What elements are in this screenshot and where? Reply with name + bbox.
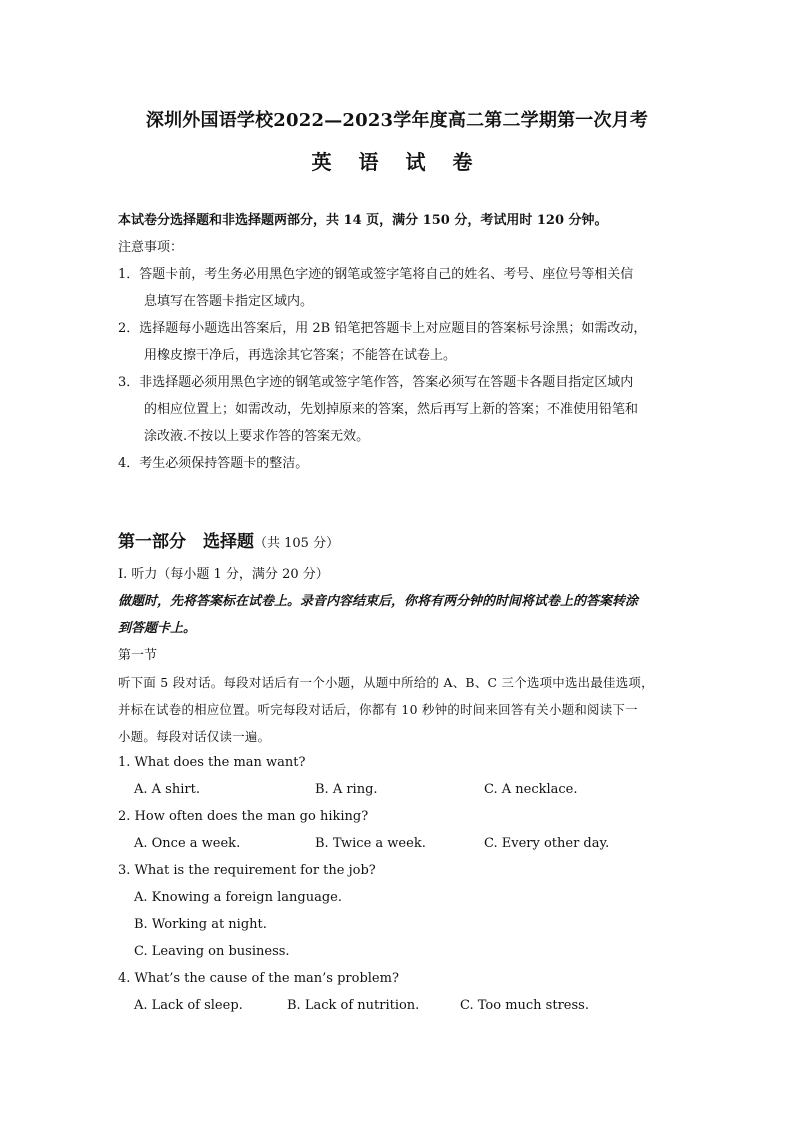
question-3-option-c: C. Leaving on business. — [134, 944, 290, 959]
question-1-option-a: A. A shirt. — [134, 782, 200, 797]
question-2-option-c: C. Every other day. — [484, 836, 610, 851]
exam-title: 深圳外国语学校2022—2023学年度高二第二学期第一次月考 — [145, 110, 649, 131]
exam-instructions — [118, 211, 688, 481]
part-one-title: 第一部分 选择题 — [118, 532, 254, 552]
part-one-heading — [118, 527, 339, 552]
listening-instruction-line-1: 做题时，先将答案标在试卷上。录音内容结束后，你将有两分钟的时间将试卷上的答案转涂 — [118, 594, 639, 609]
question-2-option-a: A. Once a week. — [134, 836, 241, 851]
question-2-option-b: B. Twice a week. — [315, 836, 426, 851]
subject-title: 英 语 试 卷 — [311, 150, 483, 174]
question-4-option-a: A. Lack of sleep. — [134, 998, 243, 1013]
listening-heading: I. 听力（每小题 1 分，满分 20 分） — [118, 567, 329, 582]
notice-item-1-line-1: 1．答题卡前，考生务必用黑色字迹的钢笔或签字笔将自己的姓名、考号、座位号等相关信 — [118, 267, 634, 282]
question-3-option-a: A. Knowing a foreign language. — [134, 890, 342, 905]
listening-section — [118, 565, 698, 754]
part-one-score-note: （共 105 分） — [254, 536, 340, 551]
exam-summary: 本试卷分选择题和非选择题两部分，共 14 页，满分 150 分，考试用时 120 分钟。 — [118, 213, 608, 228]
notice-label: 注意事项： — [118, 240, 184, 255]
section-one-label: 第一节 — [118, 648, 158, 663]
question-3-option-b: B. Working at night. — [134, 917, 267, 932]
question-1-option-b: B. A ring. — [315, 782, 378, 797]
notice-item-2-line-1: 2．选择题每小题选出答案后，用 2B 铅笔把答题卡上对应题目的答案标号涂黑；如需改动， — [118, 321, 647, 336]
directions-line-3: 小题。每段对话仅读一遍。 — [118, 729, 271, 744]
notice-item-1-line-2: 息填写在答题卡指定区域内。 — [144, 294, 314, 309]
directions-line-2: 并标在试卷的相应位置。听完每段对话后，你都有 10 秒钟的时间来回答有关小题和阅读下一 — [118, 702, 638, 717]
notice-item-4-line-1: 4．考生必须保持答题卡的整洁。 — [118, 456, 309, 471]
notice-item-3-line-1: 3．非选择题必须用黑色字迹的钢笔或签字笔作答，答案必须写在答题卡各题目指定区域内 — [118, 375, 634, 390]
question-4: 4. What’s the cause of the man’s problem? — [118, 971, 399, 986]
question-4-option-c: C. Too much stress. — [460, 998, 589, 1013]
directions-line-1: 听下面 5 段对话。每段对话后有一个小题，从题中所给的 A、B、C 三个选项中选出最佳选项， — [118, 675, 654, 690]
listening-instruction-line-2: 到答题卡上。 — [118, 621, 197, 636]
question-2: 2. How often does the man go hiking? — [118, 809, 369, 824]
question-3: 3. What is the requirement for the job? — [118, 863, 376, 878]
notice-item-2-line-2: 用橡皮擦干净后，再选涂其它答案；不能答在试卷上。 — [144, 348, 457, 363]
notice-item-3-line-3: 涂改液.不按以上要求作答的答案无效。 — [144, 429, 370, 444]
question-4-option-b: B. Lack of nutrition. — [287, 998, 420, 1013]
question-1-option-c: C. A necklace. — [484, 782, 578, 797]
question-1: 1. What does the man want? — [118, 755, 306, 770]
notice-item-3-line-2: 的相应位置上；如需改动，先划掉原来的答案，然后再写上新的答案；不准使用铅笔和 — [144, 402, 639, 417]
